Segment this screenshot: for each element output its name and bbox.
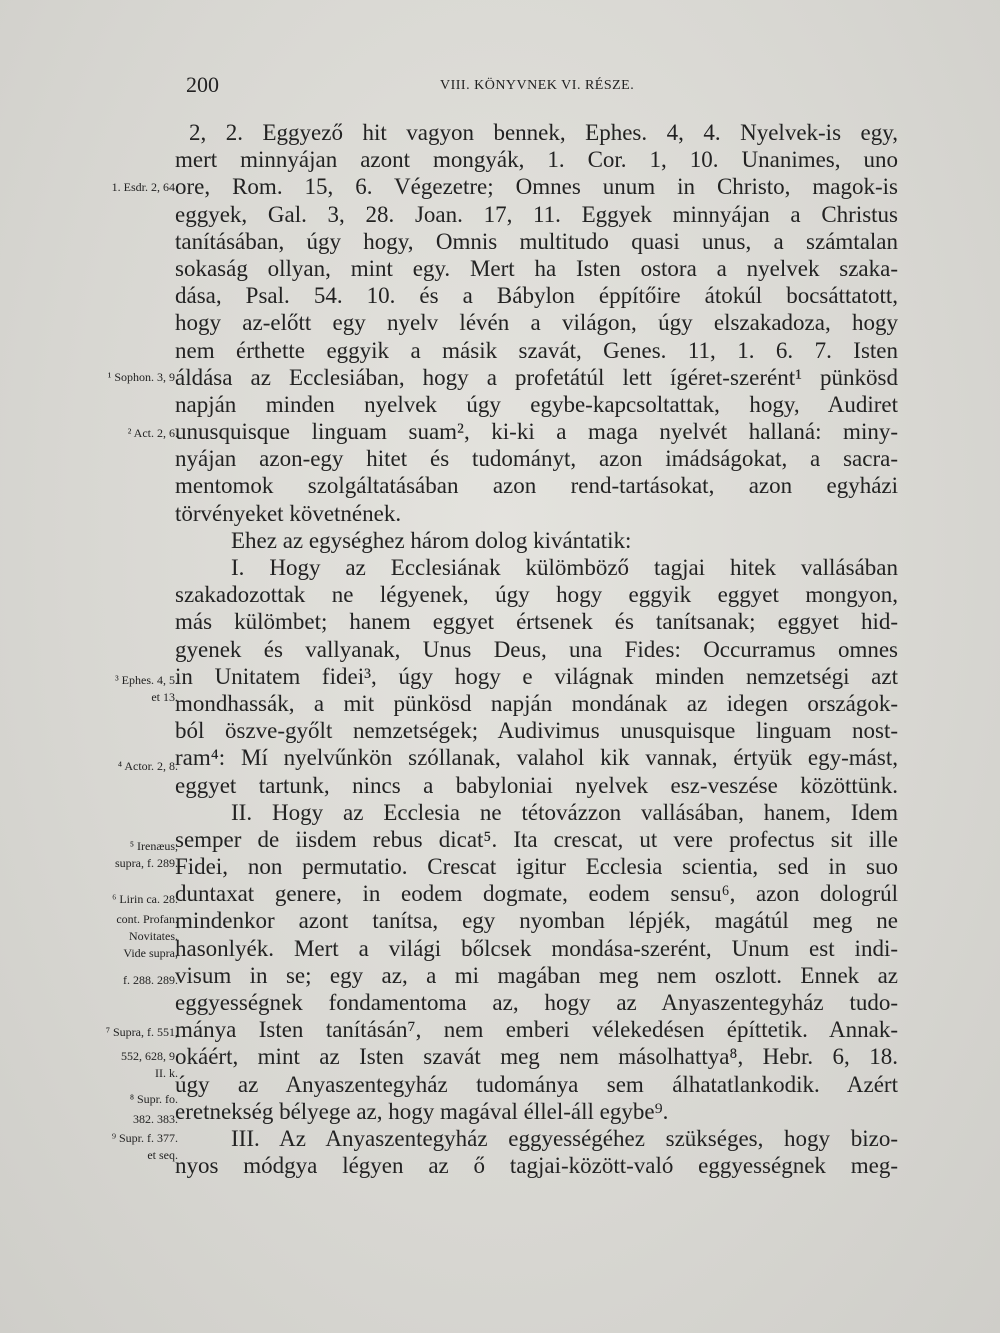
margin-note: 382. 383. <box>133 1112 178 1126</box>
text-line: okáért, mint az Isten szavát meg nem másolhattya⁸, Hebr. 6, 18. <box>175 1044 898 1070</box>
text-line: eggyességnek fondamentoma az, hogy az Anyaszentegyház tudo- <box>175 990 898 1015</box>
text-line: mert minnyájan azont mongyák, 1. Cor. 1, 10. Unanimes, uno <box>175 147 898 173</box>
text-line: ram⁴: Mí nyelvűnkön szóllanak, valahol kik vannak, értyük egy-mást, <box>175 745 898 771</box>
text-line: unusquisque linguam suam², ki-ki a maga nyelvét hallaná: miny- <box>175 419 898 445</box>
text-line: nem érthette eggyik a másik szavát, Genes. 11, 1. 6. 7. Isten <box>175 337 898 363</box>
text-line: II. Hogy az Ecclesia ne tétovázzon vallásában, hanem, Idem <box>231 799 898 825</box>
margin-note: 552, 628, 9. <box>121 1049 178 1063</box>
text-line: duntaxat genere, in eodem dogmate, eodem sensu⁶, azon dologrúl <box>175 881 898 907</box>
text-line: törvényeket követnének. <box>175 500 402 526</box>
page-number: 200 <box>186 72 219 97</box>
text-line: szakadozottak ne légyenek, úgy hogy eggyik eggyet mongyon, <box>175 582 898 608</box>
margin-notes <box>0 0 178 1333</box>
margin-note: ⁴ Actor. 2, 8. <box>117 759 178 773</box>
margin-note: f. 288. 289. <box>123 973 178 987</box>
margin-note: II. k. <box>155 1066 178 1080</box>
margin-note: ⁸ Supr. fo. <box>129 1092 178 1106</box>
text-line: eggyek, Gal. 3, 28. Joan. 17, 11. Eggyek minnyájan a Christus <box>175 201 898 227</box>
text-line: napján minden nyelvek úgy egybe-kapcsoltattak, hogy, Audiret <box>175 391 898 417</box>
margin-note: ⁹ Supr. f. 377. <box>111 1131 178 1145</box>
text-line: visum in se; egy az, a mi magában meg nem oszlott. Ennek az <box>175 962 898 988</box>
running-title: VIII. KÖNYVNEK VI. RÉSZE. <box>440 78 635 93</box>
margin-note: Vide supra, <box>123 946 178 960</box>
margin-note: ¹ Sophon. 3, 9. <box>107 370 178 384</box>
margin-note: ⁵ Irenæus, <box>129 839 178 853</box>
text-line: Fidei, non permutatio. Crescat igitur Ecclesia scientia, sed in suo <box>175 854 898 880</box>
text-line: áldása az Ecclesiában, hogy a profetátúl lett ígéret-szerént¹ pünkösd <box>175 364 898 390</box>
margin-note: Novitates. <box>129 929 178 943</box>
text-line: hasonlyék. Mert a világi bőlcsek mondása-szerént, Unum est indi- <box>175 935 898 961</box>
text-line: mindenkor azont tanítsa, egy nyomban lépjék, magátúl meg ne <box>175 908 898 934</box>
text-line: I. Hogy az Ecclesiának külömböző tagjai hitek vallásában <box>231 555 898 580</box>
margin-note: et 13. <box>151 690 178 704</box>
body-text <box>175 119 898 1179</box>
margin-note: et seq. <box>147 1148 178 1162</box>
text-line: Ehez az egységhez három dolog kivántatik: <box>231 527 632 553</box>
text-line: nyájan azon-egy hitet és tudományt, azon imádságokat, a sacra- <box>175 446 898 472</box>
text-line: dása, Psal. 54. 10. és a Bábylon éppítőire átokúl bocsáttatott, <box>175 283 898 309</box>
margin-note: ⁶ Lirin ca. 28. <box>112 892 178 906</box>
margin-note: ⁷ Supra, f. 551, <box>105 1025 178 1039</box>
text-line: tanításában, úgy hogy, Omnis multitudo quasi unus, a számtalan <box>175 228 898 254</box>
text-line: hogy az-előtt egy nyelv lévén a világon, úgy elszakadoza, hogy <box>175 310 898 336</box>
text-line: in Unitatem fidei³, úgy hogy e világnak minden nemzetségi azt <box>175 663 898 689</box>
text-line: eggyet tartunk, nincs a babyloniai nyelvek esz-veszése közöttünk. <box>175 772 898 798</box>
text-line: mondhassák, a mit pünkösd napján mondának az idegen országok- <box>175 690 898 716</box>
margin-note: ² Act. 2, 6. <box>127 426 178 440</box>
text-line: semper de iisdem rebus dicat⁵. Ita crescat, ut vere profectus sit ille <box>175 826 898 852</box>
margin-note: cont. Profan. <box>116 912 178 926</box>
margin-note: 1. Esdr. 2, 64. <box>111 180 178 194</box>
text-line: ból öszve-győlt nemzetségek; Audivimus unusquisque linguam nost- <box>175 718 898 744</box>
text-line: mánya Isten tanításán⁷, nem emberi vélekedésen építtetik. Annak- <box>175 1017 898 1043</box>
margin-note: supra, f. 289. <box>115 856 178 870</box>
text-line: más külömbet; hanem eggyet értsenek és tanítsanak; eggyet hid- <box>175 609 898 635</box>
text-line: úgy az Anyaszentegyház tudománya sem álhatatlankodik. Azért <box>175 1071 898 1097</box>
text-line: nyos módgya légyen az ő tagjai-között-való eggyességnek meg- <box>175 1153 898 1179</box>
margin-note: ³ Ephes. 4, 5. <box>115 673 178 687</box>
text-line: 2, 2. Eggyező hit vagyon bennek, Ephes. 4, 4. Nyelvek-is egy, <box>189 120 898 145</box>
text-line: ore, Rom. 15, 6. Végezetre; Omnes unum in Christo, magok-is <box>175 174 898 200</box>
text-line: gyenek és vallyanak, Unus Deus, una Fides: Occurramus omnes <box>175 636 898 662</box>
text-line: eretnekség bélyege az, hogy magával éllel-áll egybe⁹. <box>175 1098 669 1124</box>
text-line: mentomok szolgáltatásában azon rend-tartásokat, azon egyházi <box>175 473 898 499</box>
text-line: sokaság ollyan, mint egy. Mert ha Isten ostora a nyelvek szaka- <box>175 255 898 281</box>
text-line: III. Az Anyaszentegyház eggyességéhez szükséges, hogy bizo- <box>231 1125 898 1151</box>
